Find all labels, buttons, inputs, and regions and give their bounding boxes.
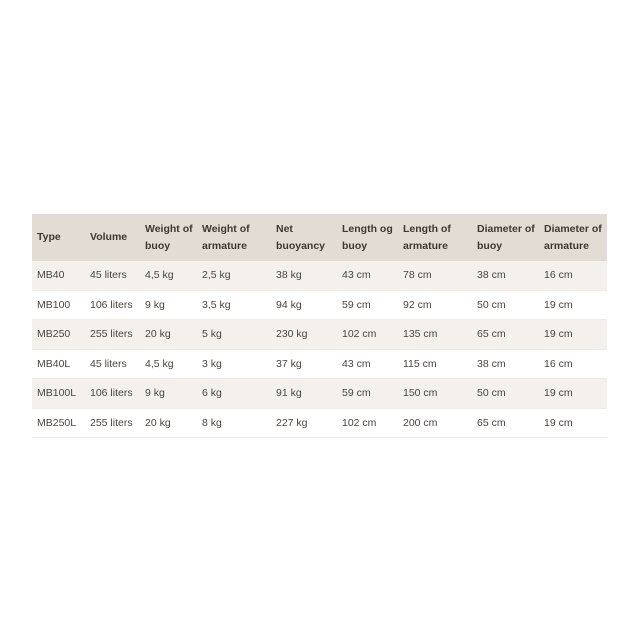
cell-weight-of-armature: 2,5 kg [202,269,231,282]
cell-diameter-of-buoy: 38 cm [477,357,506,370]
cell-weight-of-armature: 3,5 kg [202,298,231,311]
header-length-of-buoy: Length og buoy [342,222,393,252]
cell-weight-of-buoy: 9 kg [145,298,165,311]
header-diameter-of-armature: Diameter of armature [544,222,602,252]
cell-diameter-of-buoy: 38 cm [477,269,506,282]
cell-diameter-of-buoy: 65 cm [477,328,506,341]
cell-volume: 106 liters [90,387,133,400]
header-weight-of-armature: Weight of armature [202,222,250,252]
cell-diameter-of-armature: 19 cm [544,416,573,429]
cell-length-of-buoy: 59 cm [342,387,371,400]
cell-type: MB100 [37,298,71,311]
cell-length-of-armature: 150 cm [403,387,438,400]
cell-type: MB250L [37,416,77,429]
table-row [32,379,607,409]
table-row [32,290,607,320]
cell-type: MB40 [37,269,65,282]
cell-type: MB100L [37,387,77,400]
cell-net-buoyancy: 227 kg [276,416,308,429]
cell-diameter-of-armature: 19 cm [544,328,573,341]
cell-weight-of-buoy: 4,5 kg [145,269,174,282]
cell-weight-of-armature: 6 kg [202,387,222,400]
cell-volume: 255 liters [90,416,133,429]
cell-volume: 255 liters [90,328,133,341]
cell-weight-of-buoy: 9 kg [145,387,165,400]
cell-length-of-buoy: 102 cm [342,416,377,429]
table-row [32,261,607,290]
cell-diameter-of-armature: 16 cm [544,269,573,282]
cell-length-of-buoy: 43 cm [342,269,371,282]
table-row [32,408,607,438]
cell-weight-of-buoy: 20 kg [145,328,171,341]
cell-length-of-armature: 200 cm [403,416,438,429]
cell-length-of-armature: 92 cm [403,298,432,311]
cell-length-of-buoy: 43 cm [342,357,371,370]
cell-diameter-of-armature: 16 cm [544,357,573,370]
cell-diameter-of-buoy: 65 cm [477,416,506,429]
table-row [32,320,607,350]
header-diameter-of-buoy: Diameter of buoy [477,222,535,252]
cell-diameter-of-buoy: 50 cm [477,387,506,400]
header-weight-of-buoy: Weight of buoy [145,222,193,252]
cell-type: MB250 [37,328,71,341]
cell-diameter-of-armature: 19 cm [544,298,573,311]
cell-net-buoyancy: 38 kg [276,269,302,282]
cell-volume: 45 liters [90,357,127,370]
cell-type: MB40L [37,357,71,370]
cell-net-buoyancy: 94 kg [276,298,302,311]
cell-weight-of-armature: 3 kg [202,357,222,370]
cell-volume: 45 liters [90,269,127,282]
spec-table-container [32,214,607,438]
header-type: Type [37,231,61,243]
cell-length-of-armature: 78 cm [403,269,432,282]
header-volume: Volume [90,231,128,243]
cell-weight-of-buoy: 4,5 kg [145,357,174,370]
cell-length-of-armature: 115 cm [403,357,437,370]
buoy-spec-table [32,214,607,438]
cell-length-of-buoy: 59 cm [342,298,371,311]
cell-net-buoyancy: 91 kg [276,387,302,400]
table-body [32,261,607,438]
header-net-buoyancy: Net buoyancy [276,222,326,252]
cell-diameter-of-buoy: 50 cm [477,298,506,311]
table-header-row [32,214,607,261]
cell-weight-of-armature: 8 kg [202,416,222,429]
cell-weight-of-buoy: 20 kg [145,416,171,429]
cell-net-buoyancy: 37 kg [276,357,302,370]
cell-diameter-of-armature: 19 cm [544,387,573,400]
cell-weight-of-armature: 5 kg [202,328,222,341]
table-row [32,349,607,379]
cell-length-of-armature: 135 cm [403,328,438,341]
cell-net-buoyancy: 230 kg [276,328,308,341]
header-length-of-armature: Length of armature [403,222,451,252]
cell-volume: 106 liters [90,298,133,311]
cell-length-of-buoy: 102 cm [342,328,377,341]
